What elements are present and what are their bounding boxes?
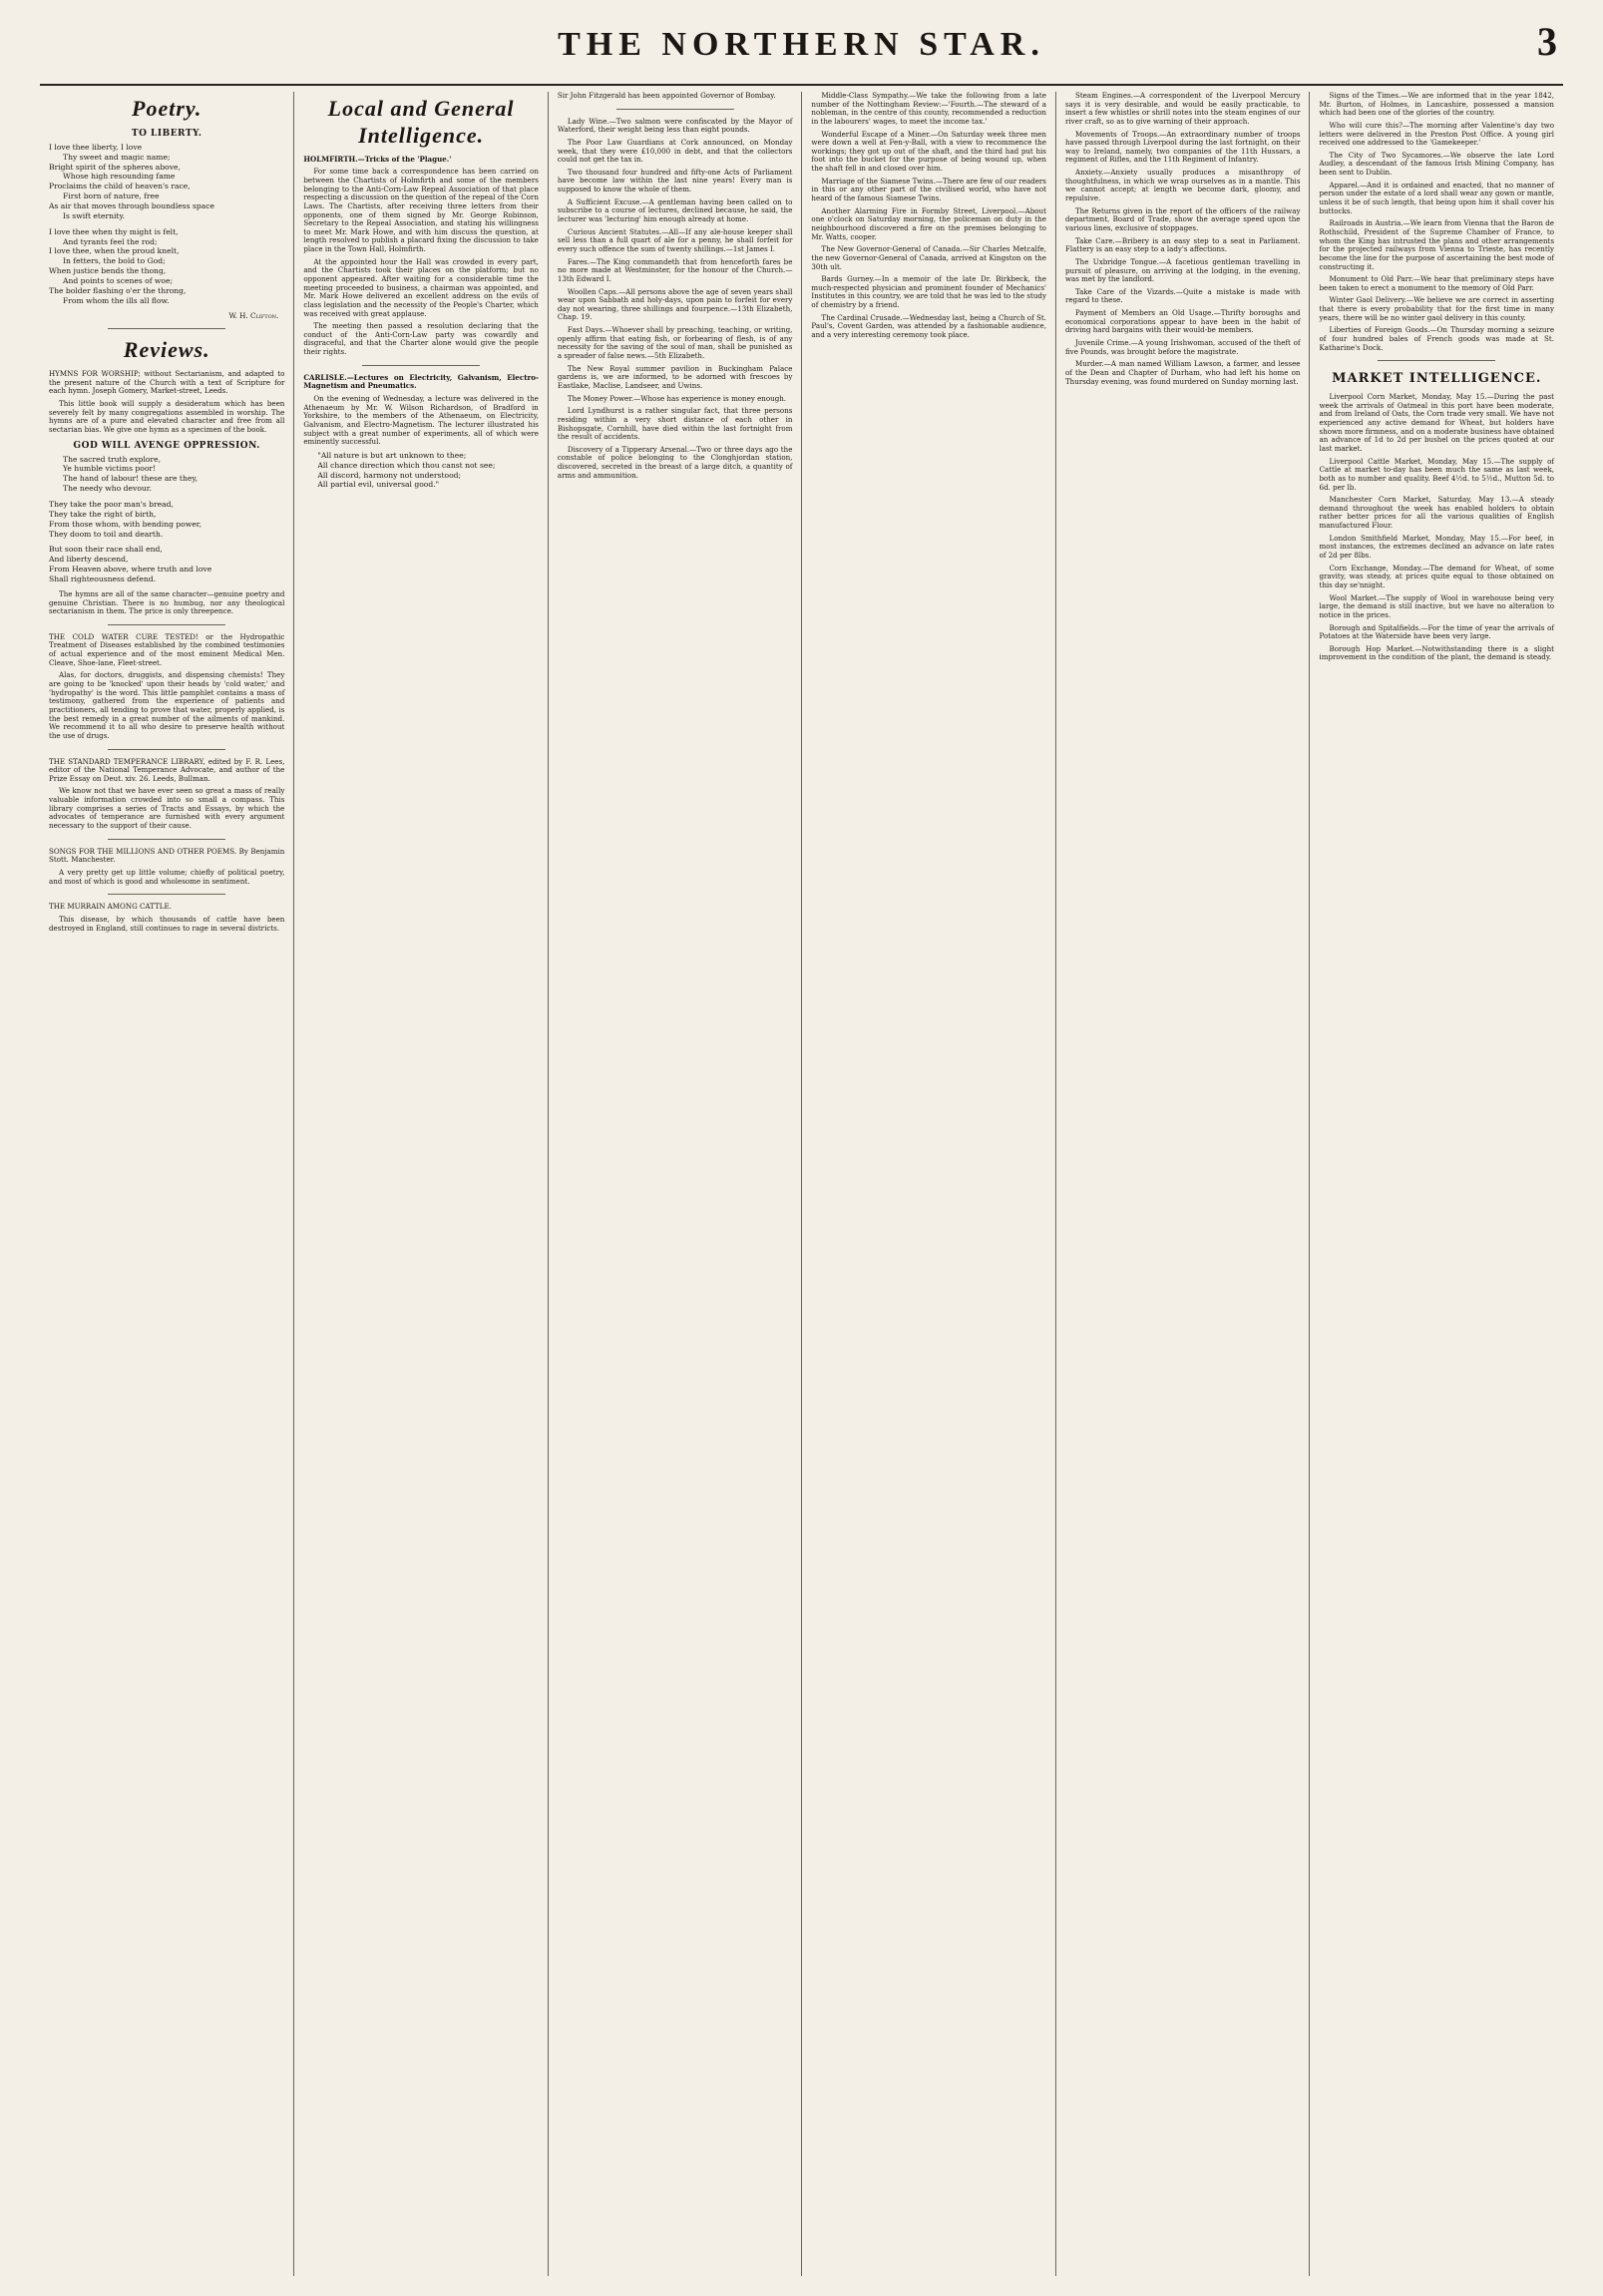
article-body: Fast Days.—Whoever shall by preaching, teaching, or writing, openly affirm that eating fish, or forbearing of flesh, is of any necessity for the saving of the soul of man, shall be punished as a spreader of false news.—5th Elizabeth. [557, 325, 793, 361]
page-number: 3 [1537, 19, 1557, 64]
poem-line: Proclaims the child of heaven's race, [49, 182, 191, 191]
divider [362, 365, 480, 366]
poem-credit: W. H. Clifton. [228, 310, 279, 320]
article-body: Steam Engines.—A correspondent of the Liverpool Mercury says it is very desirable, and would be easily practicable, to insert a few whistles or shrill notes into the steam engines of our river craft, so as to give warning of their approach. [1064, 92, 1301, 126]
hymn-line: Shall righteousness defend. [49, 574, 157, 584]
market-report: Borough and Spitalfields.—For the time of year the arrivals of Potatoes at the Waterside have been very large. [1319, 622, 1555, 641]
article-body: Two thousand four hundred and fifty-one Acts of Parliament have become law within the last nine years! Every man is supposed to know the whole of them. [557, 167, 793, 194]
poetry-heading: Poetry. [132, 96, 202, 121]
quoted-verse [303, 451, 539, 490]
verse-line: All discord, harmony not understood; [317, 470, 462, 480]
poem-line: I love thee, when the proud knelt, [49, 246, 180, 256]
masthead [40, 14, 1563, 86]
article-body: Discovery of a Tipperary Arsenal.—Two or three days ago the constable of police belonging to the Clonghjordan station, discovered, secreted in the breast of a large ditch, a quantity of arms and ammunition. [557, 444, 793, 480]
hymn-line: They doom to toil and dearth. [49, 529, 164, 539]
market-report: London Smithfield Market, Monday, May 15.—For beef, in most instances, the extremes declined an advance on late rates of 2d per 8lbs. [1319, 533, 1555, 561]
article-body: Woollen Caps.—All persons above the age of seven years shall wear upon Sabbath and holy-days, upon pain to forfeit for every day not wearing, three shillings and fourpence.—13th Elizabeth, Chap. 19. [557, 286, 793, 322]
column-3 [548, 92, 802, 2276]
divider [1378, 360, 1495, 361]
verse-line: All chance direction which thou canst not see; [317, 460, 496, 470]
local-intelligence-heading: Local and General Intelligence. [327, 96, 515, 148]
article-body: The Poor Law Guardians at Cork announced, on Monday week, that they were £10,000 in debt, and that the collectors could not get the tax in. [557, 137, 793, 165]
article-body: The Money Power.—Whose has experience is money enough. [567, 393, 787, 403]
newspaper-title: THE NORTHERN STAR. [558, 26, 1045, 63]
article-body: Bards Gurney.—In a memoir of the late Dr. Birkbeck, the much-respected physician and prominent founder of Mechanics' Institutes in this country, we are told that he was led to the study of chemistry by a friend. [811, 274, 1046, 310]
article-body: The New Royal summer pavilion in Buckingham Palace gardens is, we are informed, to be adorned with frescoes by Eastlake, Maclise, Landseer, and Uwins. [557, 363, 793, 390]
article-body: The meeting then passed a resolution declaring that the conduct of the Anti-Corn-Law party was cowardly and disgraceful, and that the Charter alone would give the people their rights. [303, 321, 539, 357]
article-body: Anxiety.—Anxiety usually produces a misanthropy of thoughtfulness, in which we wrap ourselves as in a mantle. This we cannot accept; at length we become dark, gloomy, and repulsive. [1064, 168, 1301, 203]
hymn-line: The needy who devour. [63, 484, 152, 494]
poem-line: In fetters, the bold to God; [63, 256, 166, 266]
divider [108, 624, 225, 625]
hymn-title: GOD WILL AVENGE OPPRESSION. [73, 440, 260, 451]
poem-line: Whose high resounding fame [63, 172, 176, 182]
review-title: HYMNS FOR WORSHIP; without Sectarianism, and adapted to the present nature of the Church with a text of Scripture for each hymn. Joseph Gomery, Market-street, Leeds. [49, 369, 285, 396]
hymn-line: From Heaven above, where truth and love [49, 565, 212, 574]
article-headline: CARLISLE.—Lectures on Electricity, Galvanism, Electro-Magnetism and Pneumatics. [303, 372, 539, 391]
review-body: The hymns are all of the same character—genuine poetry and genuine Christian. There is no humbug, nor any theological sectarianism in them. The price is only threepence. [49, 588, 285, 616]
article-body: Winter Gaol Delivery.—We believe we are correct in asserting that there is every probability that for the first time in many years, there will be no winter gaol delivery in this county. [1319, 295, 1555, 322]
poem-line: Bright spirit of the spheres above, [49, 162, 181, 172]
hymn [49, 455, 284, 584]
market-report: Corn Exchange, Monday.—The demand for Wheat, of some gravity, was steady, at prices quite equal to those obtained on this day se'nnight. [1319, 563, 1555, 589]
article-title: THE MURRAIN AMONG CATTLE. [49, 902, 172, 912]
poem-line: Thy sweet and magic name; [63, 152, 171, 162]
review-body: Alas, for doctors, druggists, and dispensing chemists! They are going to be 'knocked' upon their heads by 'cold water,' and 'hydropathy' is the word. This little pamphlet contains a mass of testimony, gathered from the experience of patients and practitioners, all tending to prove that water, properly applied, is the best remedy in a great number of the ailments of mankind. We recommend it to all who desire to preserve health without the use of drugs. [49, 670, 285, 740]
article-body: Apparel.—And it is ordained and enacted, that no manner of person under the estate of a lord shall wear any gown or mantle, unless it be of such length, that being upon him it shall cover his buttocks. [1319, 180, 1555, 215]
divider [108, 749, 225, 750]
hymn-line: They take the poor man's bread, [49, 500, 174, 510]
column-4 [801, 92, 1055, 2276]
article-body: Take Care.—Bribery is an easy step to a seat in Parliament. Flattery is an easy step to a lady's affections. [1064, 235, 1301, 254]
hymn-line: They take the right of birth, [49, 509, 157, 519]
poem-line: As air that moves through boundless space [49, 200, 215, 210]
article-title [303, 374, 539, 391]
divider [108, 839, 225, 840]
hymn-line: And liberty descend, [49, 555, 129, 565]
article-body: Sir John Fitzgerald has been appointed Governor of Bombay. [557, 92, 776, 100]
article-body: Signs of the Times.—We are informed that in the year 1842, Mr. Burton, of Holmes, in Lancashire, possessed a mansion which had been one of the glories of the country. [1319, 92, 1555, 118]
poem-line: When justice bends the thong, [49, 266, 167, 276]
hymn-line: The sacred truth explore, [63, 454, 162, 464]
article-body: The Cardinal Crusade.—Wednesday last, being a Church of St. Paul's, Covent Garden, was attended by a fashionable audience, and a very interesting ceremony took place. [811, 312, 1046, 340]
column-5 [1055, 92, 1310, 2276]
article-body: Railroads in Austria.—We learn from Vienna that the Baron de Rothschild, President of the Supreme Chamber of France, to whom the King has intrusted the plans and other arrangements for the projected railways from Vienna to Trieste, has recently become the line for the purpose of ascertaining the best mode of constructing it. [1319, 218, 1555, 271]
article-headline: HOLMFIRTH.—Tricks of the 'Plague.' [303, 154, 452, 164]
article-body: This disease, by which thousands of cattle have been destroyed in England, still continues to rage in several districts. [49, 914, 285, 933]
article-body: At the appointed hour the Hall was crowded in every part, and the Chartists took their places on the platform; but no opponent appeared. After waiting for a considerable time the meeting proceeded to business, a chairman was appointed, and Mr. Mark Howe delivered an excellent address on the evils of class legislation and the necessity of the People's Charter, which was received with great applause. [303, 256, 539, 318]
divider [108, 328, 225, 329]
article-body: Fares.—The King commandeth that from henceforth fares be no more made at Westminster, for the honour of the Church.—13th Edward I. [557, 256, 793, 283]
article-body: The Returns given in the report of the officers of the railway department, Board of Trade, show the average speed upon the various lines, exclusive of stoppages. [1064, 205, 1301, 232]
article-body: Liberties of Foreign Goods.—On Thursday morning a seizure of four hundred bales of French goods was made at St. Katharine's Dock. [1319, 325, 1555, 352]
hymn-line: The hand of labour! these are they, [63, 474, 199, 484]
poem-line: And tyrants feel the rod; [63, 236, 158, 246]
article-body: Lady Wine.—Two salmon were confiscated by the Mayor of Waterford, their weight being less than eight pounds. [557, 116, 793, 135]
article-body: The New Governor-General of Canada.—Sir Charles Metcalfe, the new Governor-General of Canada, arrived at Kingston on the 30th ult. [811, 244, 1046, 271]
market-report: Manchester Corn Market, Saturday, May 13.—A steady demand throughout the week has enabled holders to obtain rather better prices for all the various qualities of English manufactured Flour. [1319, 495, 1555, 531]
article-body: Middle-Class Sympathy.—We take the following from a late number of the Nottingham Review:—'Fourth.—The steward of a nobleman, in the centre of this county, recommended a reduction in the labourers' wages, to meet the income tax.' [811, 92, 1046, 126]
column-2 [293, 92, 548, 2276]
article-body: Juvenile Crime.—A young Irishwoman, accused of the theft of five Pounds, was brought before the magistrate. [1064, 338, 1301, 356]
divider [616, 109, 734, 110]
article-body: For some time back a correspondence has been carried on between the Chartists of Holmfirth and some of the members belonging to the Anti-Corn-Law Repeal Association of that place respecting a discussion on the question of the repeal of the Corn Laws. The Chartists, after receiving three letters from their opponents, one of them signed by Mr. George Robinson, Secretary to the Repeal Association, and stating his willingness to meet Mr. Mark Howe, and with him discuss the question, at length resolved to publish a placard fixing the discussion to take place in the Town Hall, Holmfirth. [303, 167, 539, 254]
article-body: Murder.—A man named William Lawson, a farmer, and lessee of the Dean and Chapter of Durham, who had left his home on Thursday evening, was found murdered on Sunday morning last. [1064, 359, 1301, 386]
poem-line: Is swift eternity. [63, 210, 126, 220]
article-body: Take Care of the Vizards.—Quite a mistake is made with regard to these. [1064, 286, 1301, 305]
market-report: Wool Market.—The supply of Wool in warehouse being very large, the demand is still inactive, but we have no alteration to notice in the prices. [1319, 592, 1555, 619]
article-body: The Uxbridge Tongue.—A facetious gentleman travelling in pursuit of pleasure, on arriving at the lodging, in the evening, was met by the landlord. [1064, 256, 1301, 284]
article-body: On the evening of Wednesday, a lecture was delivered in the Athenaeum by Mr. W. Wilson Richardson, of Bradford in Yorkshire, to the members of the Athenaeum, on Electricity, Galvanism, and Electro-Magnetism. The lecturer illustrated his subject with a great number of experiments, all of which were eminently successful. [303, 394, 539, 447]
market-report: Liverpool Corn Market, Monday, May 15.—During the past week the arrivals of Oatmeal in this port have been moderate, and from Ireland of Oats, the Corn trade very small. We have not experienced any active demand for Wheat, but holders have shown more firmness, and on a moderate business have obtained an advance of 1d to 2d per bushel on the prices quoted at our last market. [1319, 392, 1555, 453]
poem-line: I love thee when thy might is felt, [49, 226, 179, 236]
column-1 [40, 92, 293, 2276]
hymn-line: But soon their race shall end, [49, 545, 163, 555]
article-body: Monument to Old Parr.—We hear that preliminary steps have been taken to erect a monument to the memory of Old Parr. [1319, 274, 1555, 292]
poem-line: From whom the ills all flow. [63, 295, 170, 305]
market-intelligence-heading: MARKET INTELLIGENCE. [1332, 371, 1542, 387]
market-report: Liverpool Cattle Market, Monday, May 15.—The supply of Cattle at market to-day has been much the same as last week, both as to number and quality. Beef 4½d. to 5½d., Mutton 5d. to 6d. per lb. [1319, 456, 1555, 492]
article-body: Wonderful Escape of a Miner.—On Saturday week three men were down a well at Fen-y-Ball, with a view to recommence the workings; they got up out of the shaft, and the third had put his foot into the bucket for the purpose of being wound up, when the shaft fell in and closed over him. [811, 129, 1046, 174]
article-body: Another Alarming Fire in Formby Street, Liverpool.—About one o'clock on Saturday morning, the policeman on duty in the neighbourhood discovered a fire on the premises belonging to Mr. Watts, cooper. [811, 205, 1046, 241]
article-body: Who will cure this?—The morning after Valentine's day two letters were delivered in the Preston Post Office. A young girl received one addressed to the 'Gamekeeper.' [1319, 120, 1555, 148]
verse-line: "All nature is but art unknown to thee; [317, 450, 467, 460]
review-body: This little book will supply a desideratum which has been severely felt by many congregations assembled in worship. The hymns are of a pure and elevated character and free from all sectarian bias. We give one hymn as a specimen of the book. [49, 399, 285, 434]
review-title: SONGS FOR THE MILLIONS AND OTHER POEMS. By Benjamin Stott. Manchester. [49, 846, 285, 865]
article-body: Movements of Troops.—An extraordinary number of troops have passed through Liverpool during the last fortnight, on their way to Ireland, namely, two companies of the 11th Hussars, a regiment of Rifles, and the 11th Regiment of Infantry. [1064, 129, 1301, 165]
divider [108, 894, 225, 895]
review-title: THE COLD WATER CURE TESTED! or the Hydropathic Treatment of Diseases established by the combined testimonies of actual experience and of the most eminent Medical Men. Cleave, Shoe-lane, Fleet-street. [49, 631, 285, 667]
article-body: Marriage of the Siamese Twins.—There are few of our readers in this or any other part of the civilised world, who have not heard of the famous Siamese Twins. [811, 176, 1046, 203]
columns [40, 92, 1563, 2276]
article-body: Lord Lyndhurst is a rather singular fact, that three persons residing within a very short distance of each other in Bishopsgate, Cornhill, have died within the last fortnight from the result of accidents. [557, 406, 793, 442]
review-body: A very pretty get up little volume; chiefly of political poetry, and most of which is good and wholesome in sentiment. [49, 867, 285, 886]
review-title: THE STANDARD TEMPERANCE LIBRARY, edited by F. R. Lees, editor of the National Temperance Advocate, and author of the Prize Essay on Deut. xiv. 26. Leeds, Bullman. [49, 756, 285, 783]
review-body: We know not that we have ever seen so great a mass of really valuable information crowded into so small a compass. This library comprises a series of Tracts and Essays, by which the advocates of temperance are furnished with every argument necessary to the support of their cause. [49, 786, 285, 831]
article-body: The City of Two Sycamores.—We observe the late Lord Audley, a descendant of the famous Irish Mining Company, has been sent to Dublin. [1319, 150, 1555, 178]
poem-liberty [49, 143, 284, 306]
article-body: Curious Ancient Statutes.—All—If any ale-house keeper shall sell less than a full quart of ale for a penny, he shall forfeit for every such offence the sum of twenty shillings.—1st James I. [557, 226, 793, 253]
poem-title: TO LIBERTY. [131, 128, 202, 139]
verse-line: All partial evil, universal good." [317, 480, 440, 490]
market-report: Borough Hop Market.—Notwithstanding there is a slight improvement in the condition of the plant, the demand is steady. [1319, 643, 1555, 662]
column-6 [1309, 92, 1563, 2276]
article-body: A Sufficient Excuse.—A gentleman having been called on to subscribe to a course of lectures, declined because, he said, the lecturer was 'lecturing' him enough already at home. [557, 196, 793, 224]
poem-line: I love thee liberty, I love [49, 142, 143, 152]
poem-line: And points to scenes of woe; [63, 275, 174, 285]
poem-line: First born of nature, free [63, 191, 160, 201]
poem-line: The bolder flashing o'er the throng, [49, 285, 187, 295]
hymn-line: Ye humble victims poor! [63, 464, 157, 474]
article-title [303, 156, 539, 165]
reviews-heading: Reviews. [123, 337, 210, 363]
article-body: Payment of Members an Old Usage.—Thrifty boroughs and economical corporations appear to have been in the habit of driving hard bargains with their would-be members. [1064, 308, 1301, 335]
hymn-line: From those whom, with bending power, [49, 519, 202, 529]
